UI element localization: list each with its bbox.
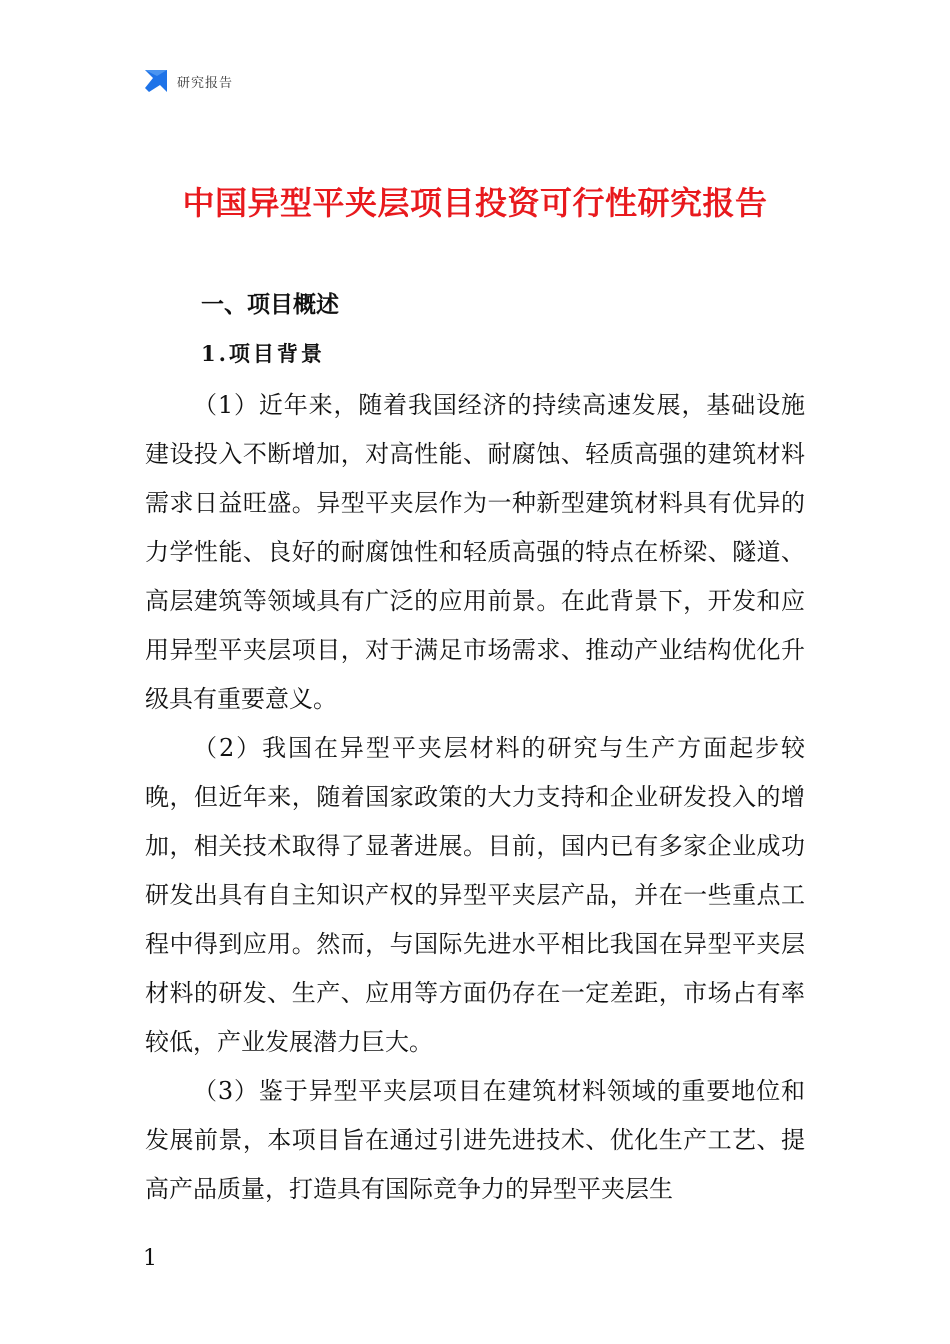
diagonal-arrow-logo-icon — [143, 68, 169, 94]
paragraph-2: （2）我国在异型平夹层材料的研究与生产方面起步较晚，但近年来，随着国家政策的大力支持和企业研发投入的增加，相关技术取得了显著进展。目前，国内已有多家企业成功研发出具有自主知识产权的异型平夹层产品，并在一些重点工程中得到应用。然而，与国际先进水平相比我国在异型平夹层材料的研发、生产、应用等方面仍存在一定差距，市场占有率较低，产业发展潜力巨大。 — [145, 734, 805, 1056]
header-label: 研究报告 — [177, 75, 234, 91]
section-heading: 一、项目概述 — [201, 292, 339, 318]
body-text — [145, 381, 805, 1214]
page-header — [143, 66, 233, 96]
paragraph-3: （3）鉴于异型平夹层项目在建筑材料领域的重要地位和发展前景，本项目旨在通过引进先进技术、优化生产工艺、提高产品质量，打造具有国际竞争力的异型平夹层生 — [145, 1077, 805, 1203]
document-title: 中国异型平夹层项目投资可行性研究报告 — [182, 184, 768, 222]
sub-heading: 1.项目背景 — [201, 341, 325, 366]
page-number: 1 — [143, 1246, 157, 1271]
paragraph-1: （1）近年来，随着我国经济的持续高速发展，基础设施建设投入不断增加，对高性能、耐腐蚀、轻质高强的建筑材料需求日益旺盛。异型平夹层作为一种新型建筑材料具有优异的力学性能、良好的耐腐蚀性和轻质高强的特点在桥梁、隧道、高层建筑等领域具有广泛的应用前景。在此背景下，开发和应用异型平夹层项目，对于满足市场需求、推动产业结构优化升级具有重要意义。 — [145, 391, 805, 713]
